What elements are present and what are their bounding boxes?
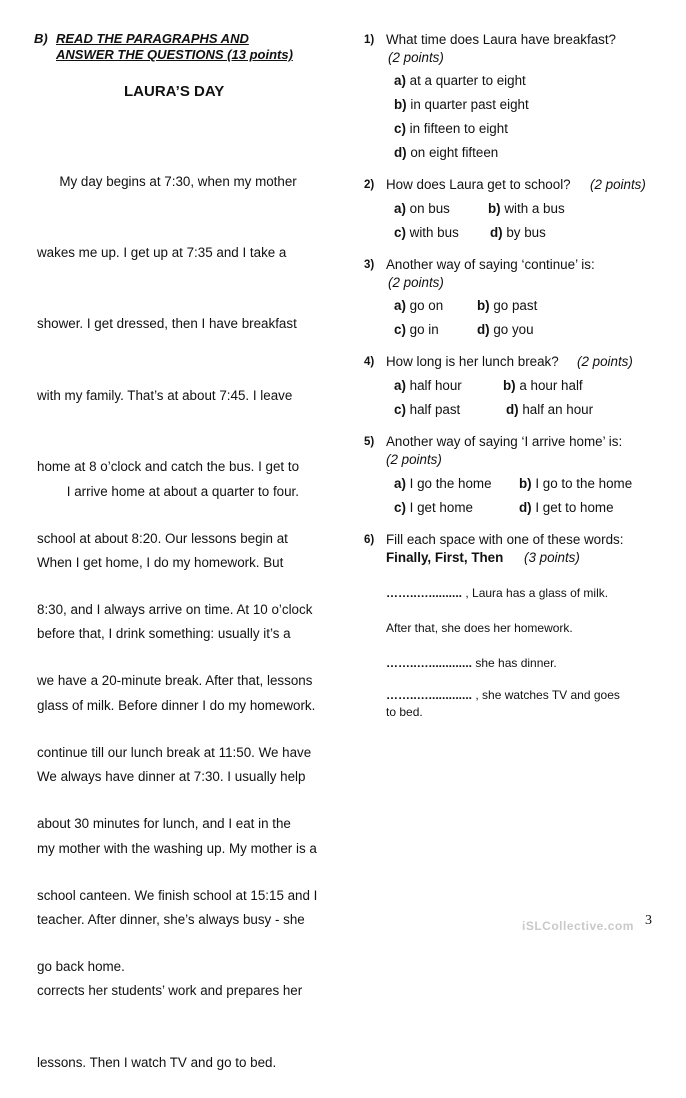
question-points: (2 points): [386, 452, 442, 467]
blank: ……..….............: [386, 656, 473, 670]
option-c: [394, 121, 508, 136]
option-c: [394, 500, 473, 515]
question-points: (3 points): [524, 550, 580, 565]
option-text: I go to the home: [531, 476, 633, 491]
fill-line-2: After that, she does her homework.: [386, 621, 573, 635]
option-letter: c): [394, 322, 406, 337]
question-points: (2 points): [590, 177, 646, 192]
paragraph-line: lessons. Then I watch TV and go to bed.: [37, 1054, 277, 1070]
option-letter: b): [488, 201, 501, 216]
section-letter: B): [34, 31, 48, 46]
option-text: I get to home: [531, 500, 614, 515]
question-points: (2 points): [388, 50, 444, 65]
option-text: go you: [489, 322, 534, 337]
paragraph-2: [37, 432, 317, 1098]
question-text: How long is her lunch break?: [386, 354, 559, 369]
paragraph-line: with my family. That’s at about 7:45. I leave: [37, 387, 293, 403]
option-letter: d): [477, 322, 490, 337]
paragraph-line: My day begins at 7:30, when my mother: [37, 173, 297, 189]
option-d: [490, 225, 546, 240]
watermark: iSLCollective.com: [522, 919, 634, 933]
option-text: on eight fifteen: [406, 145, 499, 160]
option-c: [394, 402, 460, 417]
option-letter: a): [394, 476, 406, 491]
option-text: go in: [405, 322, 439, 337]
option-letter: d): [490, 225, 503, 240]
fill-line-3: [386, 656, 557, 670]
option-letter: a): [394, 378, 406, 393]
option-text: half past: [405, 402, 461, 417]
story-title: LAURA’S DAY: [124, 83, 225, 100]
option-text: half hour: [405, 378, 462, 393]
option-letter: b): [477, 298, 490, 313]
question-number: 3): [364, 259, 375, 271]
option-d: [394, 145, 498, 160]
option-d: [506, 402, 593, 417]
option-text: in fifteen to eight: [405, 121, 508, 136]
question-number: 5): [364, 436, 375, 448]
option-text: half an hour: [518, 402, 594, 417]
paragraph-line: home at 8 o’clock and catch the bus. I get to: [37, 459, 300, 475]
option-a: [394, 298, 443, 313]
option-text: go on: [405, 298, 444, 313]
fill-line-1: [386, 586, 608, 600]
question-text: Fill each space with one of these words:: [386, 532, 624, 547]
question-text: Another way of saying ‘I arrive home’ is:: [386, 434, 623, 449]
fill-line-5: to bed.: [386, 705, 423, 719]
option-a: [394, 476, 492, 491]
option-letter: c): [394, 500, 406, 515]
option-text: go past: [489, 298, 538, 313]
fill-line-4: [386, 688, 620, 702]
paragraph-line: about 30 minutes for lunch, and I eat in the: [37, 816, 291, 832]
option-text: at a quarter to eight: [405, 73, 526, 88]
option-letter: a): [394, 73, 406, 88]
option-b: [503, 378, 583, 393]
option-letter: a): [394, 201, 406, 216]
paragraph-line: school canteen. We finish school at 15:15 and I: [37, 887, 318, 903]
fill-text: , she watches TV and goes: [472, 688, 620, 702]
fill-text: , Laura has a glass of milk.: [462, 586, 609, 600]
option-letter: a): [394, 298, 406, 313]
option-text: with a bus: [500, 201, 565, 216]
paragraph-line: glass of milk. Before dinner I do my homework.: [37, 697, 316, 713]
option-letter: b): [519, 476, 532, 491]
page-number: 3: [645, 913, 652, 928]
question-points: (2 points): [577, 354, 633, 369]
paragraph-line: we have a 20-minute break. After that, lessons: [37, 673, 313, 689]
paragraph-line: We always have dinner at 7:30. I usually help: [37, 769, 306, 785]
option-text: a hour half: [515, 378, 583, 393]
option-letter: d): [394, 145, 407, 160]
question-number: 6): [364, 534, 375, 546]
option-text: by bus: [502, 225, 546, 240]
blank: ……..….............: [386, 688, 473, 702]
word-list: Finally, First, Then: [386, 550, 504, 565]
blank: ……..…..........: [386, 586, 463, 600]
option-text: I go the home: [405, 476, 492, 491]
option-b: [477, 298, 537, 313]
option-text: with bus: [405, 225, 459, 240]
option-text: on bus: [405, 201, 450, 216]
question-text: What time does Laura have breakfast?: [386, 32, 617, 47]
option-b: [394, 97, 529, 112]
question-number: 1): [364, 34, 375, 46]
option-letter: c): [394, 402, 406, 417]
section-heading-line-2: ANSWER THE QUESTIONS (13 points): [56, 47, 293, 62]
question-text: How does Laura get to school?: [386, 177, 571, 192]
paragraph-line: before that, I drink something: usually it’s a: [37, 626, 291, 642]
paragraph-line: my mother with the washing up. My mother is a: [37, 840, 317, 856]
paragraph-line: I arrive home at about a quarter to four.: [37, 483, 299, 499]
option-c: [394, 225, 459, 240]
fill-text: she has dinner.: [472, 656, 557, 670]
option-letter: c): [394, 121, 406, 136]
option-b: [488, 201, 565, 216]
paragraph-line: teacher. After dinner, she’s always busy - she: [37, 911, 305, 927]
question-points: (2 points): [388, 275, 444, 290]
question-text: Another way of saying ‘continue’ is:: [386, 257, 595, 272]
section-heading-line-1: READ THE PARAGRAPHS AND: [56, 31, 249, 46]
option-a: [394, 378, 462, 393]
option-text: I get home: [405, 500, 473, 515]
option-a: [394, 201, 450, 216]
option-b: [519, 476, 632, 491]
paragraph-line: When I get home, I do my homework. But: [37, 554, 284, 570]
option-letter: b): [503, 378, 516, 393]
paragraph-line: wakes me up. I get up at 7:35 and I take a: [37, 244, 287, 260]
paragraph-line: school at about 8:20. Our lessons begin at: [37, 530, 288, 546]
question-number: 4): [364, 356, 375, 368]
paragraph-line: go back home.: [37, 958, 125, 974]
option-c: [394, 322, 439, 337]
option-letter: c): [394, 225, 406, 240]
paragraph-line: corrects her students’ work and prepares her: [37, 983, 303, 999]
option-d: [477, 322, 534, 337]
option-text: in quarter past eight: [406, 97, 529, 112]
option-letter: d): [519, 500, 532, 515]
paragraph-line: continue till our lunch break at 11:50. We have: [37, 744, 312, 760]
option-letter: d): [506, 402, 519, 417]
question-number: 2): [364, 179, 375, 191]
paragraph-line: shower. I get dressed, then I have breakfast: [37, 316, 297, 332]
option-d: [519, 500, 614, 515]
option-a: [394, 73, 526, 88]
paragraph-line: 8:30, and I always arrive on time. At 10 o’clock: [37, 601, 313, 617]
option-letter: b): [394, 97, 407, 112]
